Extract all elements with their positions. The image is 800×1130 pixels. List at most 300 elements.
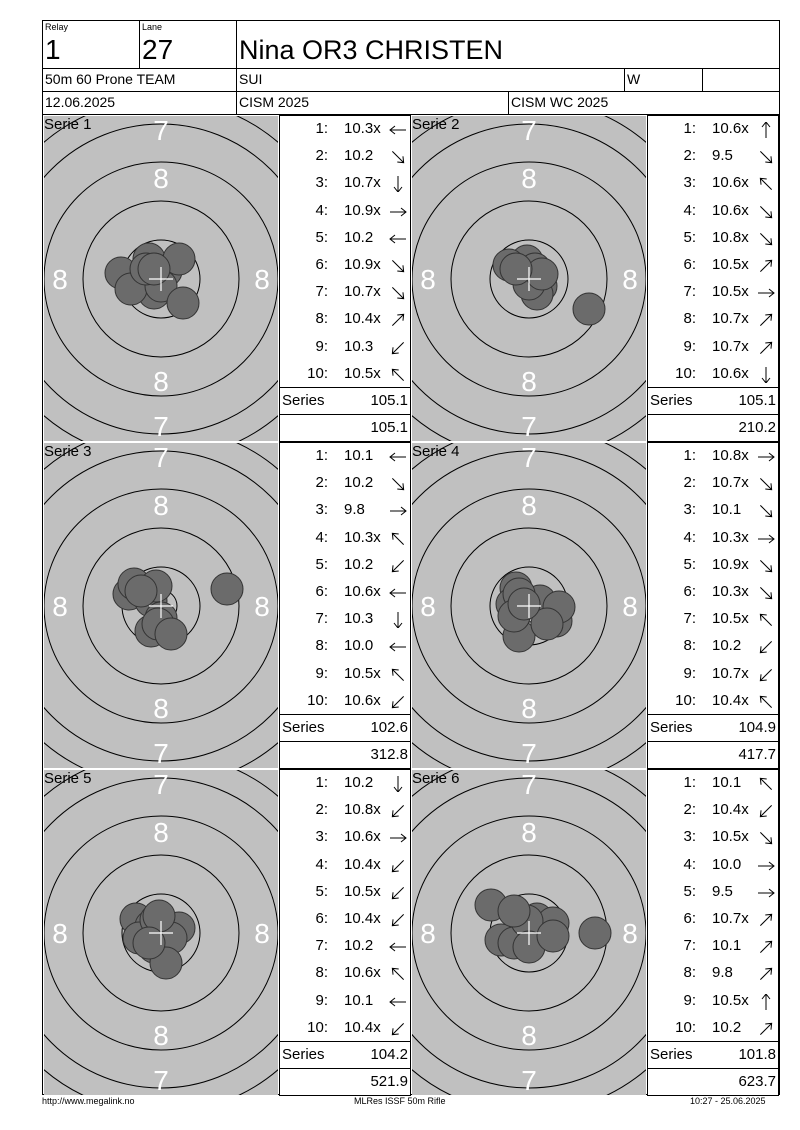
series-label: Series xyxy=(282,392,325,409)
shot-row xyxy=(280,525,410,552)
footer-software: MLRes ISSF 50m Rifle xyxy=(354,1096,446,1106)
direction-arrow-icon xyxy=(756,939,776,955)
direction-arrow-icon xyxy=(388,449,408,465)
shot-value: 10.3x xyxy=(344,120,381,137)
shot-hole xyxy=(133,927,165,959)
direction-arrow-icon xyxy=(388,176,408,192)
shot-value: 10.6x xyxy=(712,201,749,219)
ring-number: 8 xyxy=(521,163,537,194)
shot-row xyxy=(648,443,778,470)
shooter-cell xyxy=(236,20,780,68)
relay-label: Relay xyxy=(45,22,69,32)
shot-row xyxy=(280,579,410,606)
direction-arrow-icon xyxy=(756,122,776,138)
running-total-row xyxy=(648,414,778,441)
shot-row xyxy=(280,1015,410,1042)
shot-number: 9: xyxy=(315,664,328,682)
direction-arrow-icon xyxy=(388,503,408,519)
direction-arrow-icon xyxy=(756,312,776,328)
shot-number: 5: xyxy=(315,228,328,246)
shot-row xyxy=(648,361,778,388)
direction-arrow-icon xyxy=(388,912,408,928)
shot-number: 5: xyxy=(683,228,696,246)
shot-number: 6: xyxy=(683,910,696,927)
running-total: 105.1 xyxy=(370,419,408,436)
shot-number: 5: xyxy=(683,882,696,900)
series-block xyxy=(411,115,779,442)
shot-value: 10.6x xyxy=(344,828,381,846)
shot-value: 10.3x xyxy=(344,528,381,546)
direction-arrow-icon xyxy=(756,204,776,220)
shot-row xyxy=(280,198,410,225)
direction-arrow-icon xyxy=(756,667,776,683)
shot-number: 9: xyxy=(315,991,328,1009)
shot-row xyxy=(280,170,410,197)
shots-table xyxy=(647,115,779,442)
shot-value: 10.2 xyxy=(344,937,374,955)
running-total-row xyxy=(648,741,778,768)
target-face xyxy=(412,770,646,1095)
footer-timestamp: 10:27 - 25.06.2025 xyxy=(690,1096,766,1106)
direction-arrow-icon xyxy=(388,149,408,165)
shot-number: 2: xyxy=(683,147,696,165)
direction-arrow-icon xyxy=(756,994,776,1010)
direction-arrow-icon xyxy=(388,558,408,574)
direction-arrow-icon xyxy=(388,367,408,383)
shot-value: 10.2 xyxy=(712,637,742,655)
ring-number: 8 xyxy=(521,490,537,521)
shot-hole xyxy=(125,575,157,607)
shot-row xyxy=(280,334,410,361)
shot-row xyxy=(280,443,410,470)
shot-number: 3: xyxy=(315,828,328,846)
direction-arrow-icon xyxy=(756,340,776,356)
series-block xyxy=(43,769,411,1096)
shooter-name: Nina OR3 CHRISTEN xyxy=(239,35,504,65)
direction-arrow-icon xyxy=(756,858,776,874)
shot-value: 10.7x xyxy=(344,283,381,301)
direction-arrow-icon xyxy=(388,830,408,846)
direction-arrow-icon xyxy=(756,776,776,792)
shot-number: 6: xyxy=(315,910,328,927)
shot-row xyxy=(280,470,410,497)
shot-number: 8: xyxy=(683,964,696,982)
shot-number: 7: xyxy=(683,283,696,301)
ring-number: 7 xyxy=(153,411,169,441)
ring-number: 8 xyxy=(521,693,537,724)
shot-row xyxy=(648,334,778,361)
shot-row xyxy=(280,824,410,851)
shot-value: 10.6x xyxy=(712,120,749,137)
shot-hole xyxy=(573,293,605,325)
shot-number: 8: xyxy=(315,637,328,655)
shot-value: 10.7x xyxy=(712,664,749,682)
shot-row xyxy=(648,497,778,524)
shot-number: 7: xyxy=(683,610,696,628)
shot-row xyxy=(280,770,410,797)
shot-row xyxy=(280,688,410,715)
shot-value: 10.8x xyxy=(712,228,749,246)
shot-number: 1: xyxy=(315,447,328,464)
ring-number: 7 xyxy=(521,770,537,800)
shot-number: 6: xyxy=(315,256,328,273)
shot-row xyxy=(648,906,778,933)
shot-value: 10.5x xyxy=(712,828,749,846)
header xyxy=(42,20,780,115)
shot-number: 2: xyxy=(683,474,696,492)
shot-hole xyxy=(155,618,187,650)
shot-number: 7: xyxy=(315,283,328,301)
shot-number: 6: xyxy=(683,256,696,273)
shot-row xyxy=(648,633,778,660)
shot-value: 9.8 xyxy=(712,964,733,982)
series-total: 104.2 xyxy=(370,1046,408,1063)
shot-number: 5: xyxy=(315,555,328,573)
direction-arrow-icon xyxy=(756,694,776,710)
shot-value: 10.9x xyxy=(712,555,749,573)
shot-number: 3: xyxy=(683,501,696,519)
event-cell: 50m 60 Prone TEAM xyxy=(42,68,236,91)
shot-number: 1: xyxy=(315,120,328,137)
running-total-row xyxy=(280,741,410,768)
direction-arrow-icon xyxy=(756,285,776,301)
series-total: 102.6 xyxy=(370,719,408,736)
shot-value: 10.4x xyxy=(344,910,381,927)
relay-value: 1 xyxy=(45,34,61,65)
series-total-row xyxy=(280,714,410,741)
serie-label: Serie 3 xyxy=(44,443,92,460)
date-cell: 12.06.2025 xyxy=(42,91,236,115)
shot-number: 4: xyxy=(683,528,696,546)
shot-row xyxy=(280,852,410,879)
shot-hole xyxy=(500,253,532,285)
shot-row xyxy=(280,361,410,388)
shot-row xyxy=(648,252,778,279)
shot-row xyxy=(648,116,778,143)
direction-arrow-icon xyxy=(388,312,408,328)
shot-hole xyxy=(508,588,540,620)
direction-arrow-icon xyxy=(388,667,408,683)
shot-row xyxy=(280,906,410,933)
shot-row xyxy=(648,879,778,906)
ring-number: 8 xyxy=(521,1020,537,1051)
series-block xyxy=(43,115,411,442)
shot-row xyxy=(648,225,778,252)
nation-cell: SUI xyxy=(236,68,624,91)
shot-row xyxy=(280,497,410,524)
ring-number: 8 xyxy=(153,693,169,724)
direction-arrow-icon xyxy=(756,503,776,519)
shot-value: 10.4x xyxy=(344,1018,381,1036)
shot-row xyxy=(648,143,778,170)
shot-value: 10.5x xyxy=(344,664,381,682)
running-total-row xyxy=(280,1068,410,1095)
shot-value: 10.6x xyxy=(344,691,381,709)
shot-number: 7: xyxy=(315,937,328,955)
series-label: Series xyxy=(650,1046,693,1063)
gender-cell: W xyxy=(624,68,702,91)
direction-arrow-icon xyxy=(388,803,408,819)
shot-number: 4: xyxy=(315,855,328,873)
ring-number: 8 xyxy=(622,264,638,295)
shot-row xyxy=(648,797,778,824)
ring-number: 7 xyxy=(153,770,169,800)
shot-value: 10.2 xyxy=(344,555,374,573)
direction-arrow-icon xyxy=(388,858,408,874)
ring-number: 8 xyxy=(521,366,537,397)
shot-value: 10.9x xyxy=(344,201,381,219)
direction-arrow-icon xyxy=(756,258,776,274)
shot-row xyxy=(648,306,778,333)
ring-number: 8 xyxy=(254,918,270,949)
ring-number: 7 xyxy=(153,116,169,146)
ring-number: 7 xyxy=(153,738,169,768)
ring-number: 7 xyxy=(521,1065,537,1095)
shot-row xyxy=(280,988,410,1015)
direction-arrow-icon xyxy=(756,531,776,547)
ring-number: 8 xyxy=(622,918,638,949)
shot-value: 10.0 xyxy=(712,855,742,873)
direction-arrow-icon xyxy=(388,285,408,301)
ring-number: 8 xyxy=(153,366,169,397)
shot-number: 2: xyxy=(315,474,328,492)
shot-value: 10.6x xyxy=(712,174,749,192)
shot-value: 10.1 xyxy=(712,774,742,791)
shot-row xyxy=(648,824,778,851)
shot-value: 10.7x xyxy=(712,910,749,927)
direction-arrow-icon xyxy=(756,367,776,383)
shot-value: 10.3x xyxy=(712,528,749,546)
ring-number: 7 xyxy=(153,443,169,473)
shot-value: 10.2 xyxy=(344,228,374,246)
direction-arrow-icon xyxy=(756,231,776,247)
shot-value: 10.4x xyxy=(344,310,381,328)
running-total-row xyxy=(648,1068,778,1095)
shot-number: 9: xyxy=(315,337,328,355)
ring-number: 8 xyxy=(521,817,537,848)
shot-hole xyxy=(138,253,170,285)
shot-row xyxy=(648,525,778,552)
direction-arrow-icon xyxy=(756,830,776,846)
shot-row xyxy=(648,770,778,797)
direction-arrow-icon xyxy=(388,939,408,955)
direction-arrow-icon xyxy=(388,776,408,792)
shot-number: 9: xyxy=(683,991,696,1009)
direction-arrow-icon xyxy=(756,803,776,819)
shot-hole xyxy=(498,895,530,927)
shot-row xyxy=(648,661,778,688)
shot-row xyxy=(648,933,778,960)
direction-arrow-icon xyxy=(756,612,776,628)
shot-value: 9.5 xyxy=(712,882,733,900)
ring-number: 8 xyxy=(153,163,169,194)
shot-row xyxy=(648,606,778,633)
shot-value: 10.5x xyxy=(712,256,749,273)
shot-row xyxy=(648,688,778,715)
shot-row xyxy=(648,960,778,987)
shot-row xyxy=(648,198,778,225)
shot-value: 10.4x xyxy=(344,855,381,873)
direction-arrow-icon xyxy=(756,639,776,655)
series-grid xyxy=(42,115,780,1095)
series-label: Series xyxy=(282,1046,325,1063)
lane-label: Lane xyxy=(142,22,163,32)
shot-number: 8: xyxy=(683,310,696,328)
direction-arrow-icon xyxy=(388,585,408,601)
ring-number: 8 xyxy=(52,264,68,295)
serie-label: Serie 6 xyxy=(412,770,460,787)
shot-value: 10.2 xyxy=(344,474,374,492)
shots-table xyxy=(647,769,779,1096)
shot-value: 10.7x xyxy=(344,174,381,192)
direction-arrow-icon xyxy=(756,585,776,601)
shot-number: 4: xyxy=(683,201,696,219)
shot-value: 9.8 xyxy=(344,501,365,519)
serie-label: Serie 4 xyxy=(412,443,460,460)
shot-number: 9: xyxy=(683,337,696,355)
shots-table xyxy=(647,442,779,769)
series-label: Series xyxy=(282,719,325,736)
shot-row xyxy=(648,170,778,197)
shot-value: 10.1 xyxy=(712,501,742,519)
running-total: 623.7 xyxy=(738,1073,776,1090)
shot-number: 10: xyxy=(307,364,328,382)
ring-number: 8 xyxy=(420,591,436,622)
ring-number: 8 xyxy=(153,817,169,848)
shot-number: 1: xyxy=(315,774,328,791)
direction-arrow-icon xyxy=(388,122,408,138)
ring-number: 8 xyxy=(153,1020,169,1051)
shot-row xyxy=(280,225,410,252)
shot-value: 10.2 xyxy=(344,774,374,791)
direction-arrow-icon xyxy=(756,885,776,901)
series-total: 105.1 xyxy=(738,392,776,409)
shot-number: 5: xyxy=(315,882,328,900)
shot-row xyxy=(280,143,410,170)
shot-row xyxy=(280,279,410,306)
shot-row xyxy=(648,1015,778,1042)
shot-value: 10.6x xyxy=(344,964,381,982)
ring-number: 8 xyxy=(622,591,638,622)
direction-arrow-icon xyxy=(756,1021,776,1037)
shot-number: 3: xyxy=(315,501,328,519)
direction-arrow-icon xyxy=(756,966,776,982)
shot-value: 10.3 xyxy=(344,337,374,355)
series-total-row xyxy=(648,1041,778,1068)
direction-arrow-icon xyxy=(388,694,408,710)
direction-arrow-icon xyxy=(388,966,408,982)
shots-table xyxy=(279,115,411,442)
series-block xyxy=(411,442,779,769)
shot-row xyxy=(648,988,778,1015)
direction-arrow-icon xyxy=(388,204,408,220)
series-total-row xyxy=(280,387,410,414)
shot-number: 1: xyxy=(683,120,696,137)
shot-value: 10.7x xyxy=(712,474,749,492)
shot-value: 10.7x xyxy=(712,310,749,328)
shot-row xyxy=(648,579,778,606)
shot-value: 9.5 xyxy=(712,147,733,165)
ring-number: 7 xyxy=(521,411,537,441)
target-face xyxy=(44,116,278,441)
series-total-row xyxy=(280,1041,410,1068)
direction-arrow-icon xyxy=(388,231,408,247)
ring-number: 7 xyxy=(521,116,537,146)
shot-number: 3: xyxy=(683,828,696,846)
shot-number: 4: xyxy=(683,855,696,873)
ring-number: 7 xyxy=(521,443,537,473)
shot-row xyxy=(280,116,410,143)
shot-value: 10.1 xyxy=(712,937,742,955)
shot-row xyxy=(280,879,410,906)
shot-number: 7: xyxy=(315,610,328,628)
series-total-row xyxy=(648,714,778,741)
shot-number: 10: xyxy=(675,1018,696,1036)
running-total: 312.8 xyxy=(370,746,408,763)
shot-value: 10.5x xyxy=(344,364,381,382)
direction-arrow-icon xyxy=(388,612,408,628)
competition-cell: CISM 2025 xyxy=(236,91,508,115)
shot-number: 1: xyxy=(683,774,696,791)
shot-number: 3: xyxy=(315,174,328,192)
running-total-row xyxy=(280,414,410,441)
shot-value: 10.1 xyxy=(344,447,374,464)
series-label: Series xyxy=(650,719,693,736)
running-total: 210.2 xyxy=(738,419,776,436)
direction-arrow-icon xyxy=(388,476,408,492)
shot-hole xyxy=(579,917,611,949)
shot-value: 10.4x xyxy=(712,691,749,709)
shots-table xyxy=(279,769,411,1096)
direction-arrow-icon xyxy=(388,1021,408,1037)
shot-number: 3: xyxy=(683,174,696,192)
shot-row xyxy=(280,797,410,824)
shot-number: 10: xyxy=(307,691,328,709)
shot-value: 10.0 xyxy=(344,637,374,655)
shot-number: 8: xyxy=(315,310,328,328)
shot-value: 10.7x xyxy=(712,337,749,355)
shot-hole xyxy=(167,287,199,319)
shot-row xyxy=(280,606,410,633)
shot-value: 10.3 xyxy=(344,610,374,628)
series-total: 105.1 xyxy=(370,392,408,409)
shot-number: 2: xyxy=(315,801,328,819)
shot-value: 10.4x xyxy=(712,801,749,819)
ring-number: 8 xyxy=(52,591,68,622)
serie-label: Serie 5 xyxy=(44,770,92,787)
shot-number: 4: xyxy=(315,528,328,546)
shot-value: 10.5x xyxy=(712,991,749,1009)
series-block xyxy=(411,769,779,1096)
shot-row xyxy=(280,960,410,987)
direction-arrow-icon xyxy=(388,885,408,901)
target-face xyxy=(412,443,646,768)
shot-value: 10.5x xyxy=(712,610,749,628)
match-cell: CISM WC 2025 xyxy=(508,91,780,115)
direction-arrow-icon xyxy=(388,994,408,1010)
shots-table xyxy=(279,442,411,769)
ring-number: 8 xyxy=(420,918,436,949)
direction-arrow-icon xyxy=(756,149,776,165)
shot-value: 10.6x xyxy=(344,583,381,600)
direction-arrow-icon xyxy=(756,176,776,192)
shot-row xyxy=(280,306,410,333)
shot-number: 8: xyxy=(315,964,328,982)
ring-number: 8 xyxy=(254,591,270,622)
shot-number: 5: xyxy=(683,555,696,573)
shot-number: 2: xyxy=(683,801,696,819)
shot-number: 1: xyxy=(683,447,696,464)
